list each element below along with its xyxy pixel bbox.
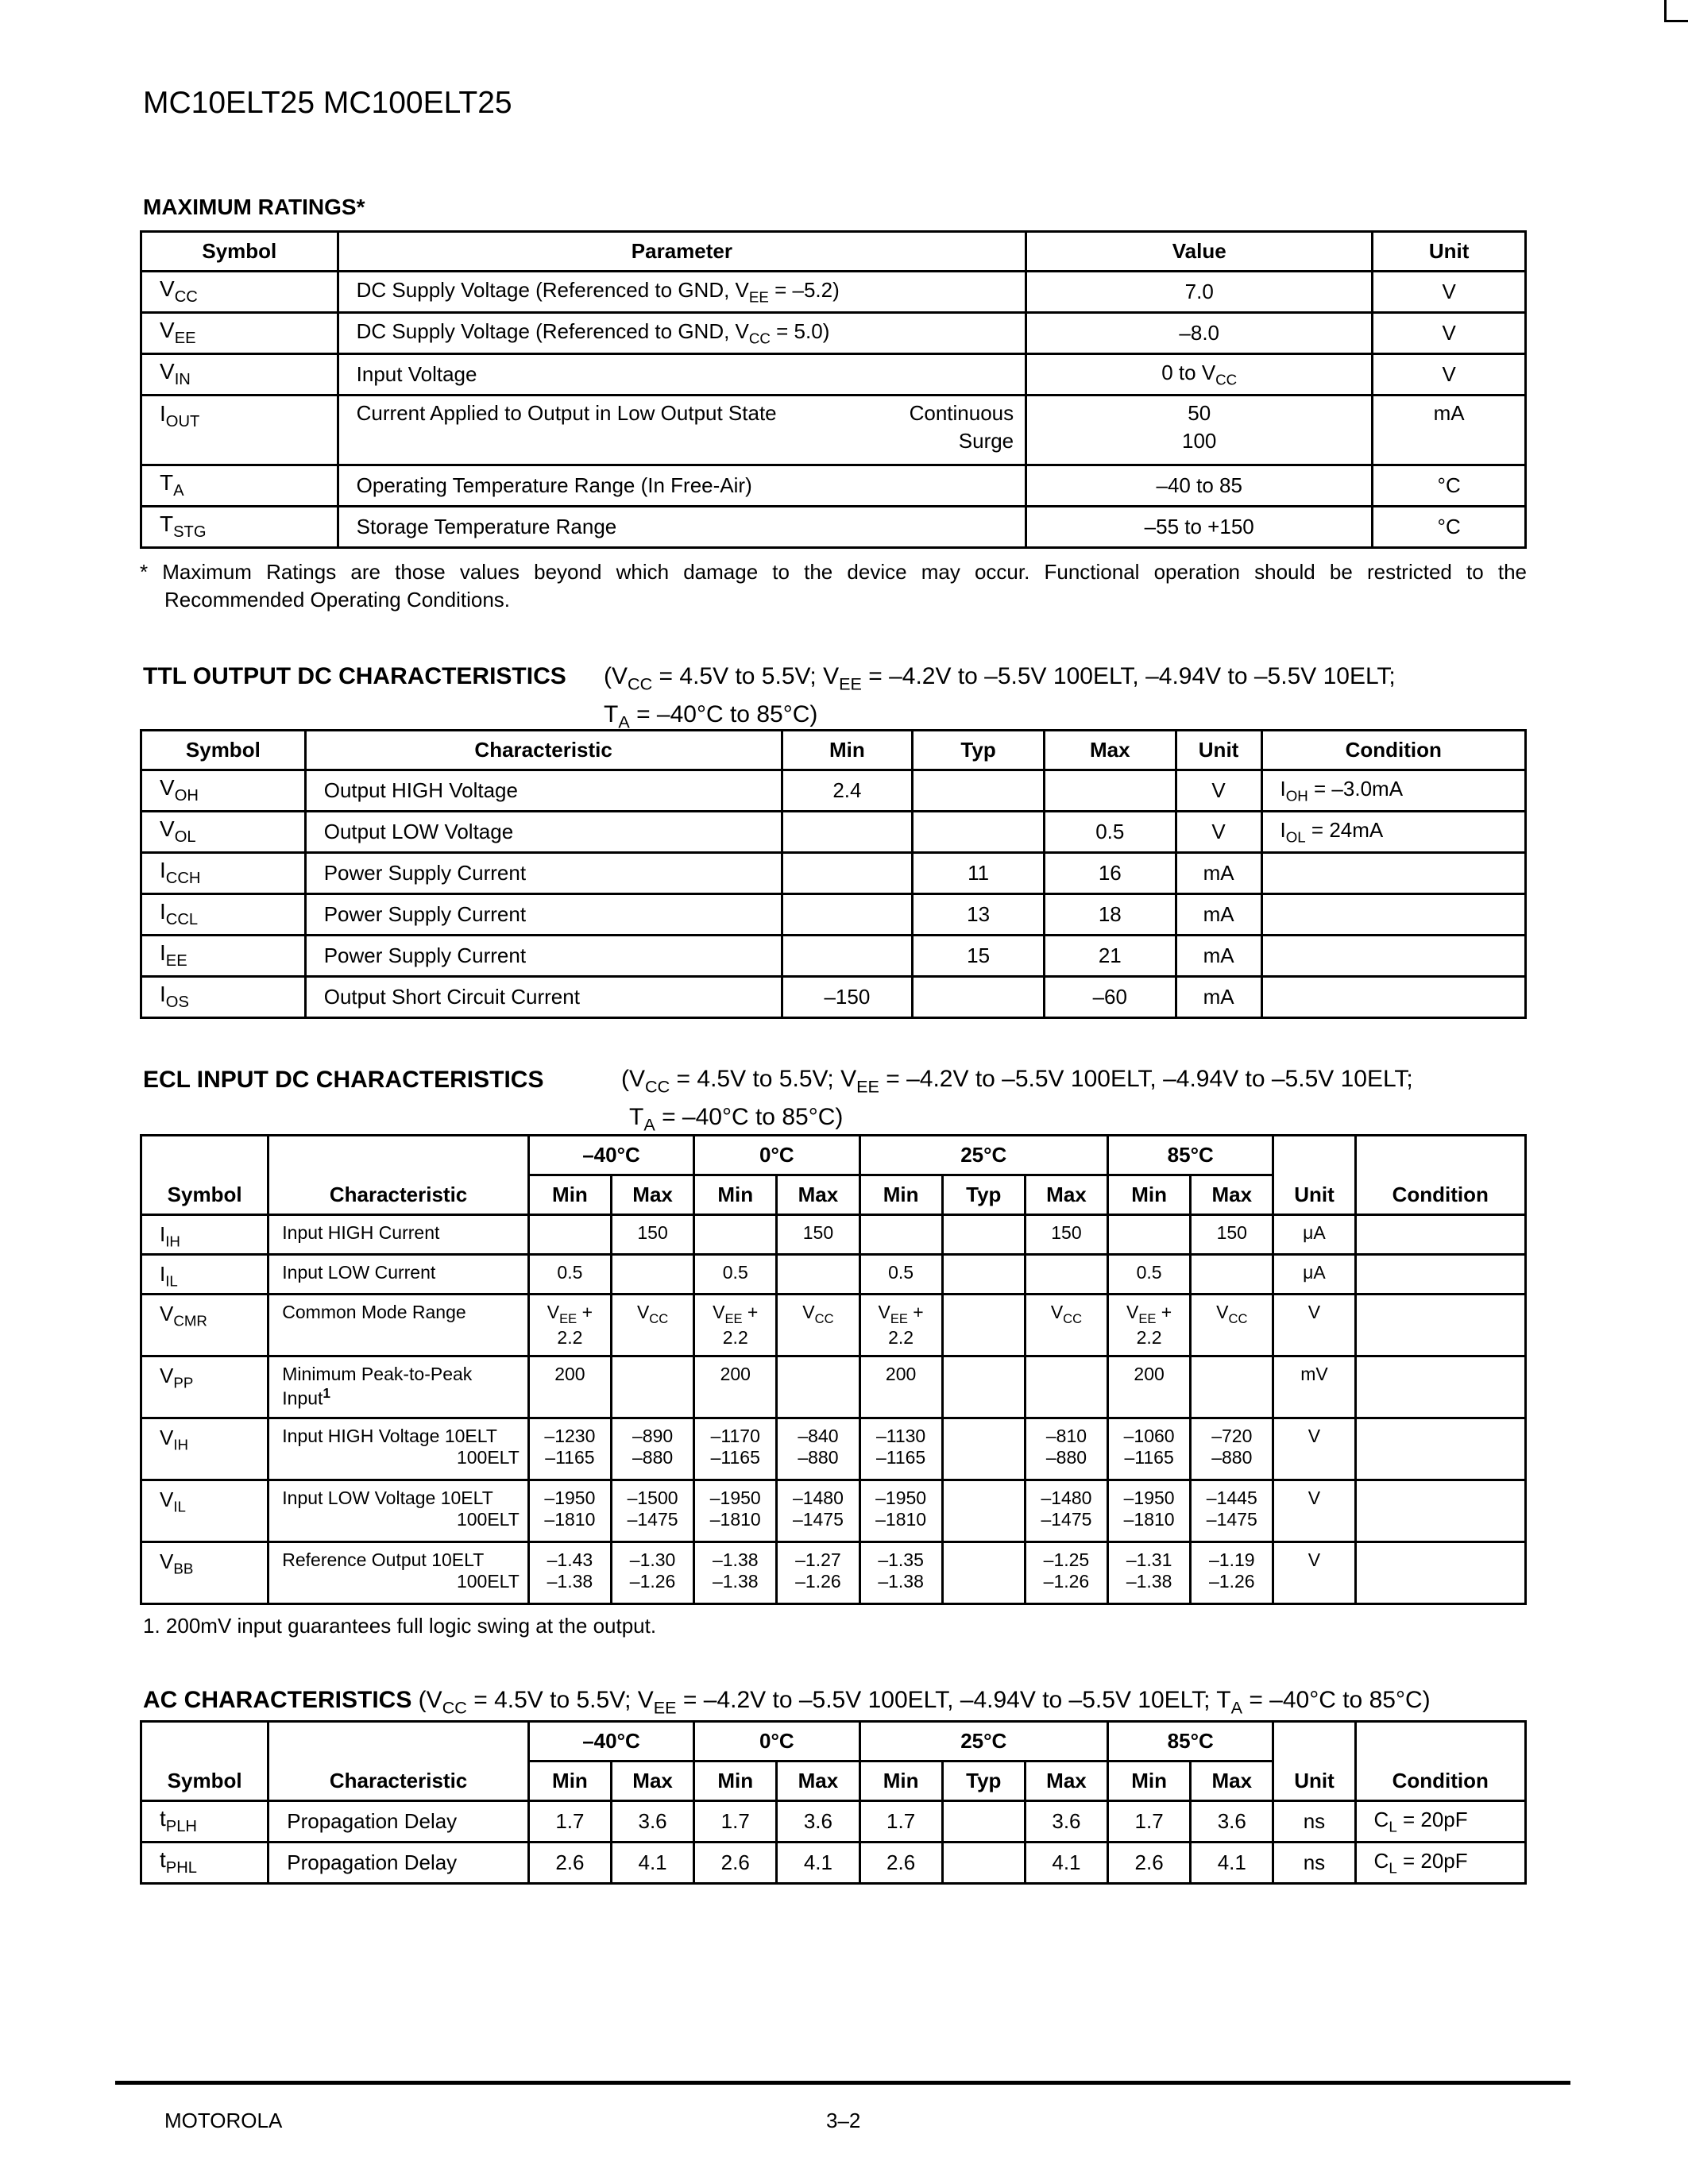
col-unit: Unit [1373,232,1526,272]
ecl-heading: ECL INPUT DC CHARACTERISTICS [143,1067,544,1093]
table-row: $V_{EE}$ DC Supply Voltage (Referenced to GND, $V_{CC} = 5.0$) –8.0 V [141,313,1526,354]
max-ratings-footnote-2: Recommended Operating Conditions. [164,588,511,612]
page-number: 3–2 [826,2109,861,2132]
max-ratings-footnote: * Maximum Ratings are those values beyond which damage to the device may occur. Functional operation should be restricted to the [140,560,1527,584]
footer-brand: MOTOROLA [164,2109,283,2132]
table-row: $V_{OH}$ Output HIGH Voltage 2.4 V $I_{OH} = -3.0mA$ [141,770,1526,812]
col-symbol: Symbol [141,232,338,272]
table-row: $V_{IL}$ Input LOW Voltage 10ELT 100ELT –1950 –1810 –1500 –1475 –1950 –1810 –1480 –1475 –1950 –1810 –1480 –1475 –1950 –1810 –1445 –1475 V [141,1480,1526,1542]
table-row: $t_{PHL}$ Propagation Delay 2.6 4.1 2.6 4.1 2.6 4.1 2.6 4.1 ns $C_L = 20pF$ [141,1843,1526,1884]
table-row: $V_{PP}$ Minimum Peak-to-Peak Input$^1$ 200 200 200 200 mV [141,1356,1526,1418]
table-row: $V_{CC}$ DC Supply Voltage (Referenced to GND, $V_{EE} = -5.2$) 7.0 V [141,272,1526,313]
document-title: MC10ELT25 MC100ELT25 [143,86,512,120]
table-row: $V_{IN}$ Input Voltage 0 to $V_{CC}$ V [141,354,1526,396]
table-row: $I_{EE}$ Power Supply Current 15 21 mA [141,936,1526,977]
table-row: $T_A$ Operating Temperature Range (In Free-Air) –40 to 85 °C [141,465,1526,507]
table-row: $V_{OL}$ Output LOW Voltage 0.5 V $I_{OL} = 24mA$ [141,812,1526,853]
table-row: $V_{IH}$ Input HIGH Voltage 10ELT 100ELT –1230 –1165 –890 –880 –1170 –1165 –840 –880 –1130 –1165 –810 –880 –1060 –1165 –720 –880 V [141,1418,1526,1480]
max-ratings-table [140,230,1527,549]
ttl-table: Symbol Characteristic Min Typ Max Unit Condition $V_{OH}$ Output HIGH Voltage 2.4 V $I_{OH} = -3.0mA$ $V_{OL}$ Output LOW Voltage 0.5 V $I_{OL} = 24mA$ $I_{CCH}$ Power Supply Current 11 16 mA $I_{CCL}$ Power Supply Current 13 18 mA $I_{EE}$ Power Supply Current 15 21 mA $I_{OS}$ Output Short Circuit Current –150 –60 mA [140,729,1527,1019]
ecl-conditions: ($V_{CC} = 4.5V$ to 5.5V; $V_{EE} = -4.2V$ to –5.5V 100ELT, –4.94V to –5.5V 10ELT; $T_A = -40^\circ C$ to 85°C) [621,1066,1413,1135]
ac-heading: AC CHARACTERISTICS ($V_{CC} = 4.5V$ to 5.5V; $V_{EE} = -4.2V$ to –5.5V 100ELT, –4.94V to –5.5V 10ELT; $T_A = -40^\circ C$ to 85°C) [143,1687,1431,1718]
crop-mark [1664,0,1688,22]
col-parameter: Parameter [338,232,1026,272]
col-value: Value [1026,232,1373,272]
ac-table: Symbol Characteristic –40°C 0°C 25°C 85°C Unit Condition Min Max Min Max Min Typ Max Min Max $t_{PLH}$ Propagation Delay 1.7 3.6 1.7 3.6 1.7 3.6 1.7 3.6 ns $C_L = 20pF$ $t_{PHL}$ Propagation Delay 2.6 4.1 2.6 4.1 2.6 4.1 2.6 4.1 ns $C_L = 20pF$ [140,1720,1527,1885]
ttl-conditions: ($V_{CC} = 4.5V$ to 5.5V; $V_{EE} = -4.2V$ to –5.5V 100ELT, –4.94V to –5.5V 10ELT; $T_A = -40^\circ C$ to 85°C) [604,663,1396,732]
table-row: $I_{CCL}$ Power Supply Current 13 18 mA [141,894,1526,936]
ecl-table: Symbol Characteristic –40°C 0°C 25°C 85°C Unit Condition Min Max Min Max Min Typ Max Min Max $I_{IH}$ Input HIGH Current 150 150 150 150 μA $I_{IL}$ Input LOW Current 0.5 0.5 0.5 0.5 μA $V_{CMR}$ Common Mode Range $V_{EE}$ + 2.2 $V_{CC}$ $V_{EE}$ + 2.2 $V_{CC}$ $V_{EE}$ + 2.2 $V_{CC}$ $V_{EE}$ + 2.2 $V_{CC}$ V $V_{PP}$ Minimum Peak-to-Peak Input$^1$ 200 200 200 200 mV $V_{IH}$ Input HIGH Voltage 10ELT 100ELT –1230 –1165 –890 –880 –1170 –1165 –840 –880 –1130 –1165 –810 –880 –1060 –1165 –720 –880 V $V_{IL}$ Input LOW Voltage 10ELT 100ELT –1950 –1810 –1500 –1475 –1950 –1810 –1480 –1475 –1950 –1810 –1480 –1475 –1950 –1810 –1445 –1475 V $V_{BB}$ Reference Output 10ELT 100ELT –1.43 –1.38 –1.30 –1.26 –1.38 –1.38 –1.27 –1.26 –1.35 –1.38 –1.25 –1.26 –1.31 –1.38 –1.19 –1.26 V [140,1134,1527,1605]
table-row: $t_{PLH}$ Propagation Delay 1.7 3.6 1.7 3.6 1.7 3.6 1.7 3.6 ns $C_L = 20pF$ [141,1801,1526,1843]
table-row: $I_{OS}$ Output Short Circuit Current –150 –60 mA [141,977,1526,1018]
table-row: $I_{CCH}$ Power Supply Current 11 16 mA [141,853,1526,894]
table-row: $I_{IL}$ Input LOW Current 0.5 0.5 0.5 0.5 μA [141,1255,1526,1295]
ecl-footnote: 1. 200mV input guarantees full logic swing at the output. [143,1614,657,1638]
table-row: $V_{CMR}$ Common Mode Range $V_{EE}$ + 2.2 $V_{CC}$ $V_{EE}$ + 2.2 $V_{CC}$ $V_{EE}$ + 2.2 $V_{CC}$ $V_{EE}$ + 2.2 $V_{CC}$ V [141,1295,1526,1356]
table-row: $V_{BB}$ Reference Output 10ELT 100ELT –1.43 –1.38 –1.30 –1.26 –1.38 –1.38 –1.27 –1.26 –1.35 –1.38 –1.25 –1.26 –1.31 –1.38 –1.19 –1.26 V [141,1542,1526,1604]
footer-rule [115,2081,1570,2085]
table-row: $T_{STG}$ Storage Temperature Range –55 to +150 °C [141,507,1526,548]
ttl-heading: TTL OUTPUT DC CHARACTERISTICS [143,663,566,689]
max-ratings-heading: MAXIMUM RATINGS* [143,195,365,219]
table-row: $I_{IH}$ Input HIGH Current 150 150 150 150 μA [141,1215,1526,1255]
table-row: $I_{OUT}$ Current Applied to Output in Low Output State Continuous Surge 50 100 mA [141,396,1526,465]
